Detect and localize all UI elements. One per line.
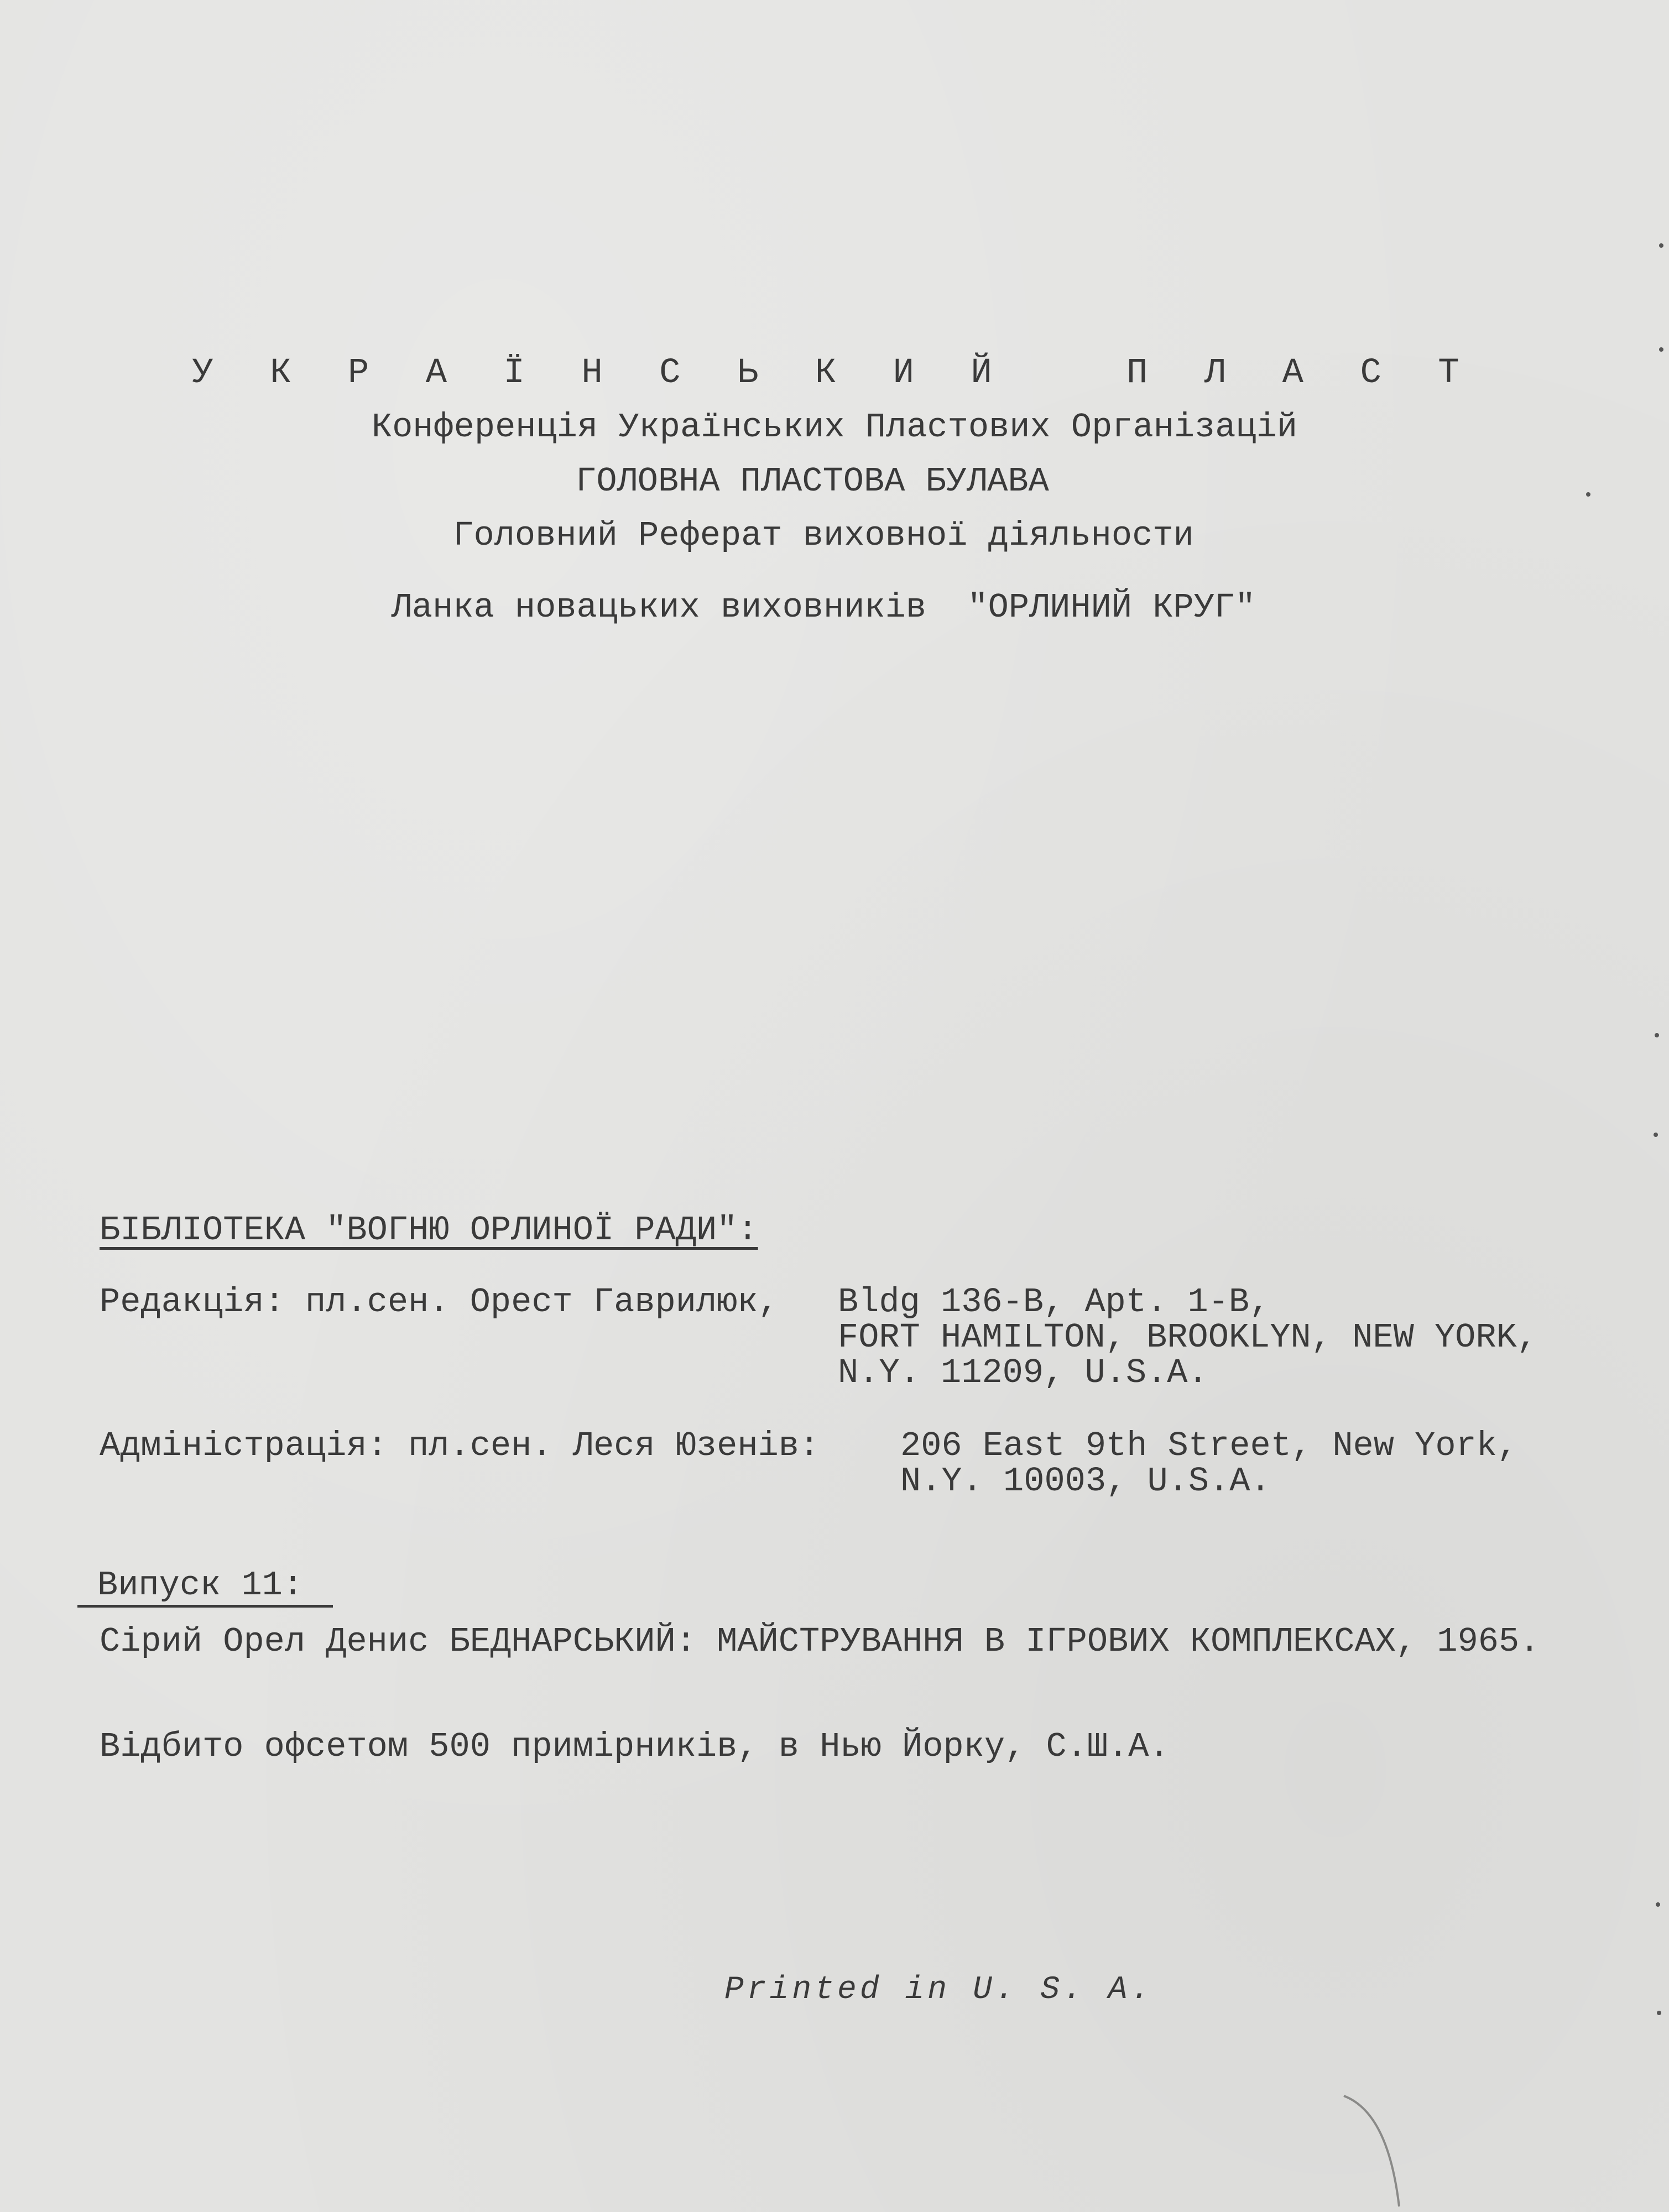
scan-speck <box>1586 492 1590 497</box>
org-title: У К Р А Ї Н С Ь К И Й П Л А С Т <box>192 353 1477 393</box>
printed-in: Printed in U. S. A. <box>724 1972 1154 2008</box>
conference-name: Конференція Українських Пластових Організацій <box>371 408 1298 447</box>
issue-label-underline <box>77 1566 333 1608</box>
issue-description: Сірий Орел Денис БЕДНАРСЬКИЙ: МАЙСТРУВАННЯ В ІГРОВИХ КОМПЛЕКСАХ, 1965. <box>100 1622 1540 1661</box>
unit-name: Ланка новацьких виховників "ОРЛИНИЙ КРУГ" <box>391 588 1256 627</box>
editor-address-line-2: FORT HAMILTON, BROOKLYN, NEW YORK, <box>838 1318 1538 1357</box>
scan-mark <box>1338 2090 1449 2212</box>
admin-label: Адміністрація: пл.сен. Леся Юзенів: <box>100 1426 820 1465</box>
scan-speck <box>1655 1033 1659 1037</box>
scan-speck <box>1659 347 1663 352</box>
editor-label: Редакція: пл.сен. Орест Гаврилюк, <box>100 1282 779 1322</box>
scan-speck <box>1656 1902 1660 1907</box>
scan-speck <box>1657 2011 1661 2015</box>
issue-label: Випуск 11: <box>97 1566 304 1605</box>
editor-address-line-3: N.Y. 11209, U.S.A. <box>838 1353 1208 1392</box>
scan-speck <box>1659 243 1663 248</box>
command-name: ГОЛОВНА ПЛАСТОВА БУЛАВА <box>576 462 1049 501</box>
department-name: Головний Реферат виховної діяльности <box>453 516 1194 555</box>
admin-address-line-1: 206 East 9th Street, New York, <box>900 1426 1518 1465</box>
scan-speck <box>1654 1133 1658 1137</box>
editor-address-line-1: Bldg 136-B, Apt. 1-B, <box>838 1282 1270 1322</box>
library-title: БІБЛІОТЕКА "ВОГНЮ ОРЛИНОЇ РАДИ": <box>100 1211 758 1250</box>
print-run: Відбито офсетом 500 примірників, в Нью Йорку, С.Ш.А. <box>100 1727 1170 1766</box>
admin-address-line-2: N.Y. 10003, U.S.A. <box>900 1462 1271 1501</box>
